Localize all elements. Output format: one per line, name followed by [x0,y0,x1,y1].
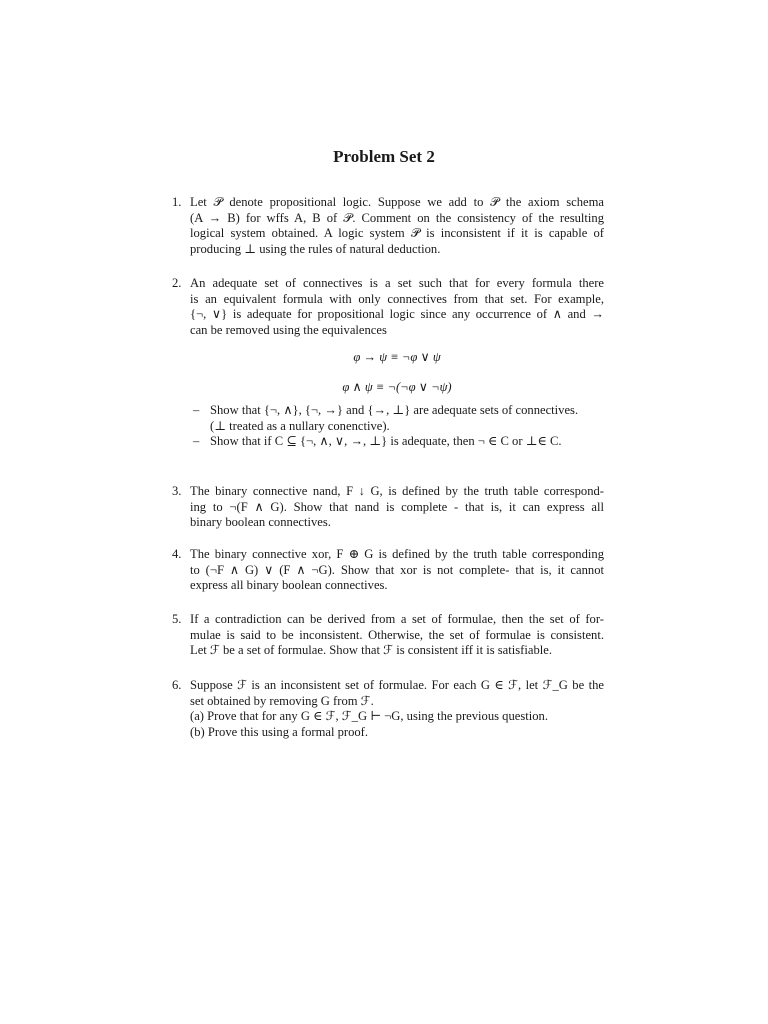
page-title: Problem Set 2 [333,147,435,166]
sub-item [190,403,604,434]
problem-text [190,678,604,740]
problem-text [190,276,604,338]
problem-number: 6. [172,678,182,692]
problem-5 [172,612,604,659]
text-line: The binary connective nand, F ↓ G, is defined by the truth table correspond- [190,484,604,498]
text-line: An adequate set of connectives is a set such that for every formula there [190,276,604,290]
dash-bullet: – [193,403,200,417]
problem-text [190,195,604,257]
text-line: logical system obtained. A logic system 𝒫 is inconsistent if it is capable of [190,226,604,240]
text-line: mulae is said to be inconsistent. Otherwise, the set of formulae is consistent. [190,627,604,642]
part-b: (b) Prove this using a formal proof. [190,724,369,739]
text-line: is an equivalent formula with only connectives from that set. For example, [190,291,604,306]
text-line: Show that if C ⊆ {¬, ∧, ∨, →, ⊥} is adequate, then ¬ ∈ C or ⊥∈ C. [210,434,562,448]
text-line: {¬, ∨} is adequate for propositional logic since any occurrence of ∧ and → [190,307,604,321]
equation: φ → ψ ≡ ¬φ ∨ ψ [353,350,441,364]
text-line: to (¬F ∧ G) ∨ (F ∧ ¬G). Show that xor is not complete- that is, it cannot [190,562,604,577]
text-line: binary boolean connectives. [190,515,331,529]
text-line: Let 𝒫 denote propositional logic. Suppose we add to 𝒫 the axiom schema [190,195,604,209]
problem-4 [172,547,604,594]
dash-bullet: – [193,434,200,448]
problem-number: 1. [172,195,182,209]
text-line: express all binary boolean connectives. [190,578,388,592]
text-line: set obtained by removing G from ℱ. [190,693,374,708]
problem-1 [172,195,604,257]
text-line: Show that {¬, ∧}, {¬, →} and {→, ⊥} are adequate sets of connectives. [210,403,579,417]
text-line: (⊥ treated as a nullary conenctive). [210,418,390,433]
text-line: can be removed using the equivalences [190,322,387,337]
text-line: Let ℱ be a set of formulae. Show that ℱ is consistent iff it is satisfiable. [190,643,552,657]
text-line: If a contradiction can be derived from a set of formulae, then the set of for- [190,612,604,626]
problem-parts [190,709,604,740]
sub-item-list [190,403,604,450]
text-line: producing ⊥ using the rules of natural deduction. [190,241,441,256]
problem-2 [172,276,604,450]
text-line: The binary connective xor, F ⊕ G is defined by the truth table corresponding [190,547,604,561]
problem-3 [172,484,604,531]
problem-text [190,612,604,659]
text-line: ing to ¬(F ∧ G). Show that nand is complete - that is, it can express all [190,499,604,514]
problem-6 [172,678,604,740]
problem-number: 4. [172,547,182,561]
problem-number: 3. [172,484,182,498]
part-a: (a) Prove that for any G ∈ ℱ, ℱ_G ⊢ ¬G, using the previous question. [190,709,548,723]
text-line: Suppose ℱ is an inconsistent set of formulae. For each G ∈ ℱ, let ℱ_G be the [190,678,604,692]
problem-number: 5. [172,612,182,626]
text-line: (A → B) for wffs A, B of 𝒫. Comment on the consistency of the resulting [190,210,604,225]
problem-text [190,547,604,594]
problem-number: 2. [172,276,182,290]
problem-text [190,484,604,531]
equation: φ ∧ ψ ≡ ¬(¬φ ∨ ¬ψ) [342,379,452,394]
sub-item [190,434,604,450]
